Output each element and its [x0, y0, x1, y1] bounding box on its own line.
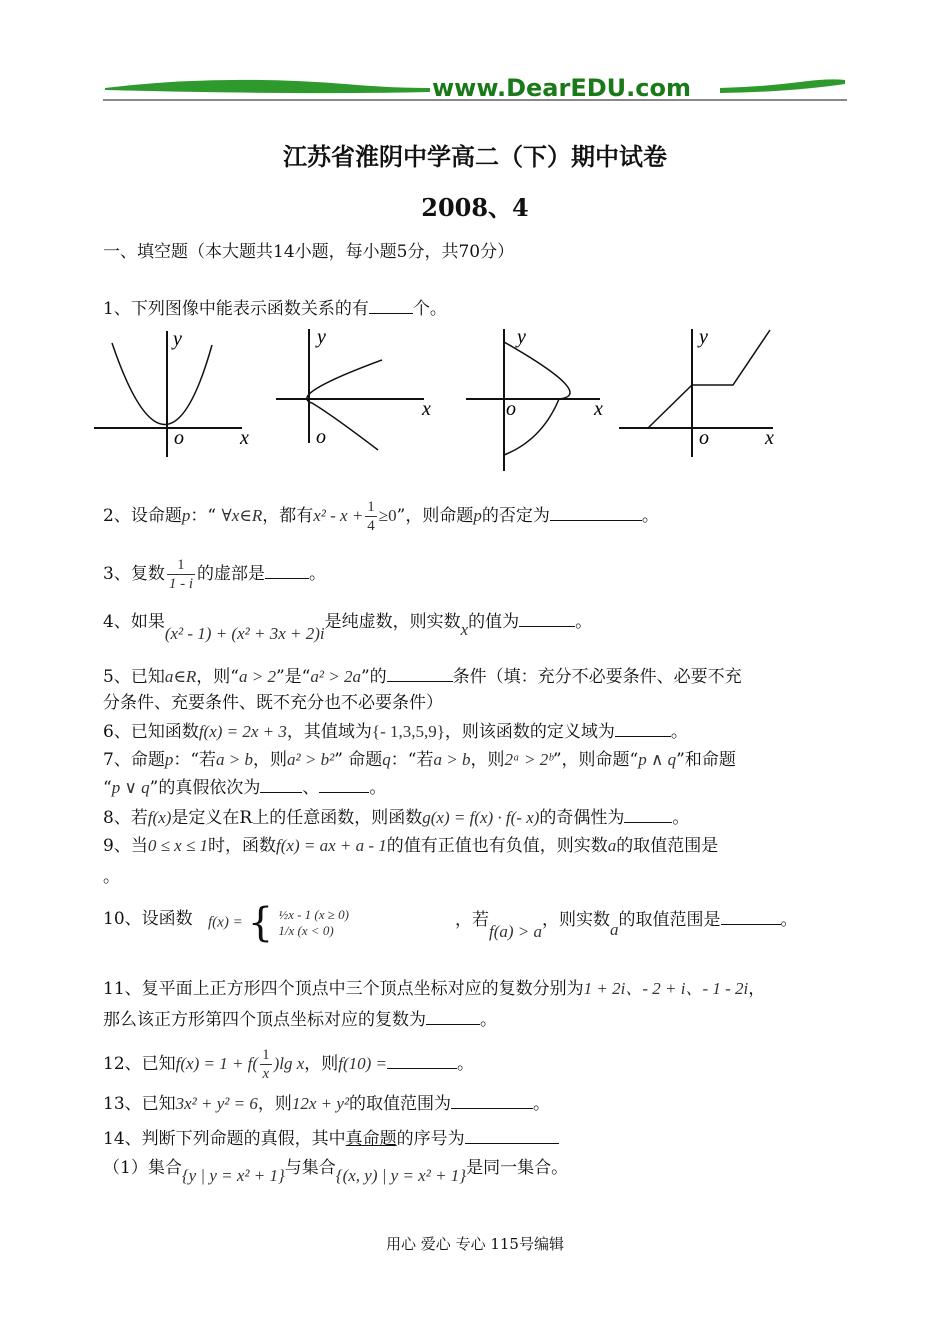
site-logo-text: www.DearEDU.com: [432, 74, 691, 102]
header-logo: [100, 70, 850, 105]
page-footer: 用心 爱心 专心 115号编辑: [386, 1235, 564, 1253]
question-12: 12、已知f(x) = 1 + f( $\frac{1}{x}$ )lg x，则f(10) = 。: [103, 1047, 475, 1082]
section-heading: 一、填空题（本大题共14小题，每小题5分，共70分）: [103, 242, 515, 262]
question-7-line2: “p ∨ q”的真假依次为 、 。: [103, 778, 387, 798]
piecewise-function: f(x) = { ½x - 1 (x ≥ 0) 1/x (x < 0): [208, 900, 349, 946]
question-14-item-1: （1）集合{y | y = x² + 1}与集合{(x, y) | y = x² + 1}是同一集合。: [103, 1158, 569, 1185]
question-9: 9、当0 ≤ x ≤ 1时，函数f(x) = ax + a - 1的值有正值也有负值，则实数a的取值范围是: [103, 836, 719, 856]
question-3: 3、复数 $\frac{1}{1 - i}$ 的虚部是 。: [103, 557, 326, 592]
exam-date: 2008、4: [421, 193, 529, 222]
question-5-line2: 分条件、充要条件、既不充分也不必要条件）: [103, 693, 443, 713]
graph-2: [272, 325, 437, 460]
question-9-line2: 。: [103, 867, 120, 887]
question-2: 2、设命题p：“ ∀x∈R，都有x² - x + $\frac{1}{4}$ ≥0”，则命题p的否定为 。: [103, 499, 659, 534]
svg-text:x: x: [240, 427, 249, 449]
graph-1: [90, 325, 250, 460]
svg-text:y: y: [699, 326, 708, 348]
svg-text:o: o: [316, 426, 326, 448]
svg-text:y: y: [517, 326, 526, 348]
page-title: 江苏省淮阴中学高二（下）期中试卷: [283, 142, 667, 171]
question-7: 7、命题p：“若a > b，则a² > b²” 命题q：“若a > b，则2ᵃ > 2ᵇ”，则命题“p ∧ q”和命题: [103, 750, 736, 770]
svg-text:o: o: [506, 398, 516, 420]
question-1: 1、下列图像中能表示函数关系的有 个。: [103, 299, 447, 319]
question-13: 13、已知3x² + y² = 6，则12x + y²的取值范围为 。: [103, 1094, 551, 1114]
question-4: 4、如果(x² - 1) + (x² + 3x + 2)i是纯虚数，则实数x的值为 。: [103, 612, 593, 643]
svg-text:o: o: [699, 427, 709, 449]
svg-text:x: x: [594, 398, 603, 420]
svg-text:x: x: [765, 427, 774, 449]
graph-4: [615, 325, 790, 460]
svg-text:o: o: [174, 427, 184, 449]
graph-3: [462, 325, 612, 475]
question-11: 11、复平面上正方形四个顶点中三个顶点坐标对应的复数分别为1 + 2i、- 2 + i、- 1 - 2i，: [103, 979, 766, 999]
question-14: 14、判断下列命题的真假，其中真命题的序号为: [103, 1127, 559, 1150]
question-10-cont: ，若f(a) > a，则实数a的取值范围是 。: [455, 910, 798, 941]
svg-text:x: x: [422, 398, 431, 420]
question-11-line2: 那么该正方形第四个顶点坐标对应的复数为 。: [103, 1010, 497, 1030]
svg-text:y: y: [173, 328, 182, 350]
question-6: 6、已知函数f(x) = 2x + 3，其值域为{- 1,3,5,9}，则该函数的定义域为 。: [103, 722, 688, 742]
svg-text:y: y: [317, 326, 326, 348]
question-5: 5、已知a∈R，则“a > 2”是“a² > 2a”的 条件（填：充分不必要条件、必要不充: [103, 667, 742, 687]
question-8: 8、若f(x)是定义在R上的任意函数，则函数g(x) = f(x) · f(- x)的奇偶性为 。: [103, 808, 690, 828]
question-10: 10、设函数: [103, 909, 193, 929]
